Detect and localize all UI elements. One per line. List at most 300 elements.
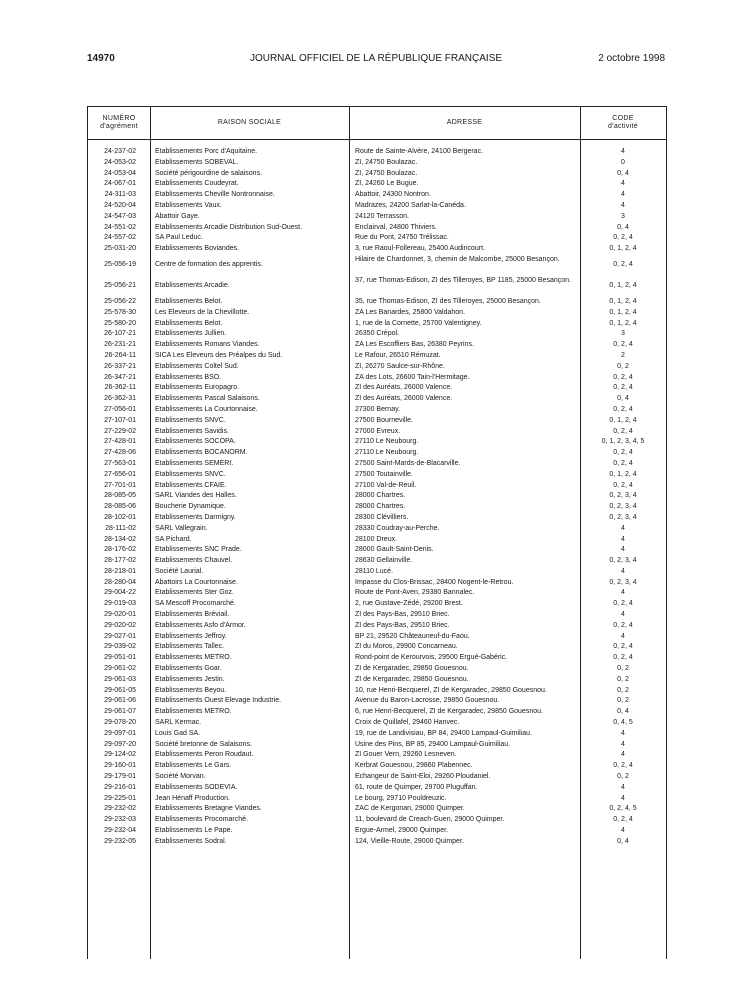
table-row	[88, 675, 666, 686]
raison-sociale: Etablissements Ouest Elevage Industrie.	[155, 697, 282, 705]
raison-sociale: Boucherie Dynamique.	[155, 503, 226, 511]
table-row	[88, 481, 666, 492]
raison-sociale: Etablissements Le Pape.	[155, 827, 233, 835]
raison-sociale: Etablissements Jullien.	[155, 330, 227, 338]
agrement-number: 29-160-01	[104, 762, 136, 770]
table-row	[88, 696, 666, 707]
table-row	[88, 201, 666, 212]
agrement-number: 24-551-02	[104, 223, 136, 231]
header-adresse: ADRESSE	[446, 119, 483, 126]
table-row	[88, 837, 666, 848]
raison-sociale: Etablissements SOCOPA.	[155, 438, 236, 446]
agrement-number: 29-097-01	[104, 729, 136, 737]
code-activite: 4	[621, 567, 625, 575]
agrement-number: 29-020-02	[104, 621, 136, 629]
adresse: 28110 Lucé.	[355, 567, 394, 575]
code-activite: 0, 2, 3, 4	[609, 513, 637, 521]
raison-sociale: Etablissements Procomarché.	[155, 816, 248, 824]
agrement-number: 24-557-02	[104, 234, 136, 242]
code-activite: 0, 2, 3, 4	[609, 557, 637, 565]
agrement-number: 29-061-06	[104, 697, 136, 705]
table-row	[88, 599, 666, 610]
adresse: 28000 Chartres.	[355, 492, 406, 500]
agrement-number: 27-563-01	[104, 459, 136, 467]
agrement-number: 29-232-03	[104, 816, 136, 824]
agrement-number: 29-061-02	[104, 665, 136, 673]
adresse: 27100 Val-de-Reuil.	[355, 481, 417, 489]
code-activite: 0, 2, 4	[613, 762, 633, 770]
code-activite: 0, 2, 4	[613, 373, 633, 381]
adresse: 28630 Gellainville.	[355, 557, 413, 565]
raison-sociale: Etablissements Goar.	[155, 665, 222, 673]
raison-sociale: Etablissements SODEVIA.	[155, 783, 238, 791]
adresse: ZI, 24750 Boulazac.	[355, 169, 418, 177]
adresse: 19, rue de Landivisiau, BP 84, 29400 Lampaul-Guimiliau.	[355, 729, 532, 737]
agrement-number: 29-051-01	[104, 654, 136, 662]
agrement-number: 29-179-01	[104, 773, 136, 781]
raison-sociale: Etablissements BOCANORM.	[155, 449, 248, 457]
table-row	[88, 373, 666, 384]
code-activite: 0, 1, 2, 4	[609, 297, 637, 305]
adresse: ZI des Pays-Bas, 29510 Briec.	[355, 611, 450, 619]
raison-sociale: SARL Vallegrain.	[155, 524, 208, 532]
code-activite: 0	[621, 158, 625, 166]
code-activite: 0, 1, 2, 4	[609, 308, 637, 316]
code-activite: 0, 2, 4	[613, 449, 633, 457]
code-activite: 4	[621, 740, 625, 748]
table-row	[88, 588, 666, 599]
agrement-number: 25-578-30	[104, 308, 136, 316]
code-activite: 0, 2, 4, 5	[609, 805, 637, 813]
adresse: ZI, 26270 Saulce-sur-Rhône.	[355, 362, 445, 370]
code-activite: 0, 1, 2, 4	[609, 319, 637, 327]
agrement-number: 29-078-20	[104, 719, 136, 727]
raison-sociale: SA Pichard.	[155, 535, 192, 543]
code-activite: 0, 1, 2, 4	[609, 245, 637, 253]
raison-sociale: Etablissements Asfo d'Armor.	[155, 621, 246, 629]
journal-title: JOURNAL OFFICIEL DE LA RÉPUBLIQUE FRANÇAISE	[249, 53, 503, 64]
code-activite: 0, 1, 2, 4	[609, 416, 637, 424]
agrement-number: 24-067-01	[104, 180, 136, 188]
code-activite: 0, 2, 4	[613, 341, 633, 349]
table-row	[88, 308, 666, 319]
agrement-number: 29-097-20	[104, 740, 136, 748]
raison-sociale: Etablissements Beyou.	[155, 686, 227, 694]
adresse: ZI des Auréats, 26000 Valence.	[355, 395, 453, 403]
raison-sociale: Etablissements Jestin.	[155, 675, 225, 683]
code-activite: 4	[621, 729, 625, 737]
table-row	[88, 329, 666, 340]
adresse: 28330 Coudray-au-Perche.	[355, 524, 440, 532]
table-row	[88, 416, 666, 427]
agrement-number: 28-218-01	[104, 567, 136, 575]
raison-sociale: Les Eleveurs de la Chevillotte.	[155, 308, 250, 316]
raison-sociale: Etablissements Sodral.	[155, 837, 227, 845]
adresse: Route de Sainte-Alvère, 24100 Bergerac.	[355, 148, 484, 155]
agrement-number: 29-061-03	[104, 675, 136, 683]
table-row	[88, 190, 666, 201]
code-activite: 4	[621, 611, 625, 619]
table-row	[88, 567, 666, 578]
table-row	[88, 610, 666, 621]
agrement-number: 27-428-01	[104, 438, 136, 446]
code-activite: 2	[621, 351, 625, 359]
adresse: Usine des Pins, BP 85, 29400 Lampaul-Guimiliau.	[355, 740, 511, 748]
table-row	[88, 578, 666, 589]
table-row	[88, 535, 666, 546]
table-row	[88, 297, 666, 308]
agrement-number: 28-177-02	[104, 557, 136, 565]
table-row	[88, 772, 666, 783]
agrement-number: 24-520-04	[104, 201, 136, 209]
code-activite: 0, 4	[617, 708, 629, 716]
raison-sociale: Etablissements Cheville Nontronnaise.	[155, 191, 275, 199]
adresse: Le Rafour, 26510 Rémuzat.	[355, 351, 441, 359]
page-header	[87, 53, 665, 67]
table-row	[88, 255, 666, 276]
adresse: ZA Les Escoffiers Bas, 26380 Peyrins.	[355, 341, 474, 349]
code-activite: 0, 4	[617, 223, 629, 231]
raison-sociale: Etablissements BSO.	[155, 373, 222, 381]
agrement-number: 28-085-06	[104, 503, 136, 511]
raison-sociale: Etablissements Coltel Sud.	[155, 362, 239, 370]
agrement-number: 29-061-05	[104, 686, 136, 694]
raison-sociale: Etablissements Vaux.	[155, 201, 222, 209]
code-activite: 0, 1, 2, 4	[609, 281, 637, 289]
code-activite: 0, 2, 4	[613, 816, 633, 824]
raison-sociale: Etablissements SOBEVAL.	[155, 158, 239, 166]
table-row	[88, 437, 666, 448]
agrement-number: 25-056-21	[104, 281, 136, 289]
adresse: 1, rue de la Cornette, 25700 Valentigney.	[355, 319, 482, 327]
raison-sociale: Etablissements Savidis.	[155, 427, 229, 435]
table-row	[88, 524, 666, 535]
adresse: Ergue-Armel, 29000 Quimper.	[355, 827, 448, 835]
adresse: Rue du Pont, 24750 Trélissac.	[355, 234, 449, 242]
adresse: ZAC de Kergonan, 29000 Quimper.	[355, 805, 465, 813]
adresse: BP 21, 29520 Châteauneuf-du-Faou.	[355, 632, 470, 640]
agrement-number: 29-061-07	[104, 708, 136, 716]
table-row	[88, 740, 666, 751]
agrement-number: 29-232-04	[104, 827, 136, 835]
table-row	[88, 632, 666, 643]
raison-sociale: Etablissements METRO.	[155, 708, 232, 716]
table-row	[88, 459, 666, 470]
adresse: 61, route de Quimper, 29700 Pluguffan.	[355, 783, 478, 791]
code-activite: 4	[621, 794, 625, 802]
code-activite: 0, 2, 4	[613, 600, 633, 608]
agrement-number: 26-107-21	[104, 330, 136, 338]
table-row	[88, 491, 666, 502]
raison-sociale: Etablissements Pascal Salaisons.	[155, 395, 260, 403]
agrement-number: 26-337-21	[104, 362, 136, 370]
raison-sociale: Société périgourdine de salaisons.	[155, 169, 263, 177]
adresse: Enclairval, 24800 Thiviers.	[355, 223, 437, 231]
raison-sociale: Etablissements Le Gars.	[155, 762, 232, 770]
table-row	[88, 718, 666, 729]
adresse: 27500 Bourneville.	[355, 416, 413, 424]
code-activite: 0, 4	[617, 837, 629, 845]
code-activite: 0, 2, 4	[613, 654, 633, 662]
table-row	[88, 729, 666, 740]
agrement-number: 24-547-03	[104, 212, 136, 220]
code-activite: 0, 2, 3, 4	[609, 578, 637, 586]
table-row	[88, 470, 666, 481]
table-row	[88, 783, 666, 794]
code-activite: 4	[621, 589, 625, 597]
agrement-number: 29-019-03	[104, 600, 136, 608]
adresse: 3, rue Raoul-Follereau, 25400 Audincourt.	[355, 245, 485, 253]
table-row	[88, 179, 666, 190]
raison-sociale: Etablissements Bretagne Viandes.	[155, 805, 262, 813]
agrement-number: 24-237-02	[104, 148, 136, 155]
code-activite: 0, 2, 3, 4	[609, 492, 637, 500]
adresse: 27500 Saint-Mards-de-Blacarville.	[355, 459, 461, 467]
table-row	[88, 212, 666, 223]
adresse: 26350 Crépol.	[355, 330, 399, 338]
adresse: Abattoir, 24300 Nontron.	[355, 191, 431, 199]
adresse: ZI, 24750 Boulazac.	[355, 158, 418, 166]
raison-sociale: Jean Hénaff Production.	[155, 794, 230, 802]
adresse: 27500 Toutainville.	[355, 470, 413, 478]
table-row	[88, 761, 666, 772]
agrement-number: 29-020-01	[104, 611, 136, 619]
agrement-number: 28-085-05	[104, 492, 136, 500]
raison-sociale: Etablissements Belot.	[155, 297, 223, 305]
agrement-number: 26-347-21	[104, 373, 136, 381]
table-row	[88, 244, 666, 255]
raison-sociale: Société bretonne de Salaisons.	[155, 740, 252, 748]
table-row	[88, 351, 666, 362]
agrement-number: 29-124-02	[104, 751, 136, 759]
adresse: 28000 Chartres.	[355, 503, 406, 511]
raison-sociale: Etablissements SEMERI.	[155, 459, 234, 467]
adresse: ZI des Pays-Bas, 29510 Briec.	[355, 621, 450, 629]
adresse: Kerbrat Gouesnou, 29860 Plabennec.	[355, 762, 473, 770]
table-row	[88, 448, 666, 459]
agrement-number: 26-264-11	[104, 351, 136, 359]
adresse: 37, rue Thomas-Edison, ZI des Tilleroyes, BP 1185, 25000 Besançon.	[355, 276, 571, 284]
code-activite: 0, 2	[617, 362, 629, 370]
code-activite: 0, 4, 5	[613, 719, 633, 727]
table-row	[88, 340, 666, 351]
table-row	[88, 319, 666, 330]
adresse: Hilaire de Chardonnet, 3, chemin de Malcombe, 25000 Besançon.	[355, 255, 560, 263]
table-row	[88, 621, 666, 632]
agrement-number: 24-053-02	[104, 158, 136, 166]
code-activite: 4	[621, 148, 625, 155]
agrement-number: 29-004-22	[104, 589, 136, 597]
raison-sociale: Etablissements Peron Roudaut.	[155, 751, 254, 759]
table-row	[88, 158, 666, 169]
adresse: 11, boulevard de Creach-Guen, 29000 Quimper.	[355, 816, 505, 824]
adresse: ZI de Kergaradec, 29850 Gouesnou.	[355, 675, 469, 683]
code-activite: 0, 2	[617, 675, 629, 683]
adresse: 28100 Dreux.	[355, 535, 398, 543]
code-activite: 4	[621, 546, 625, 554]
agrement-number: 25-056-22	[104, 297, 136, 305]
header-numero: NUMÉRO d'agrément	[100, 115, 138, 130]
code-activite: 4	[621, 751, 625, 759]
agrement-number: 27-428-06	[104, 449, 136, 457]
table-row	[88, 545, 666, 556]
adresse: 2, rue Gustave-Zédé, 29200 Brest.	[355, 600, 463, 608]
raison-sociale: Etablissements Jeffroy.	[155, 632, 227, 640]
table-row	[88, 405, 666, 416]
table-row	[88, 169, 666, 180]
adresse: Impasse du Clos-Brissac, 28400 Nogent-le-Retrou.	[355, 578, 514, 586]
code-activite: 0, 2, 4	[613, 405, 633, 413]
raison-sociale: Etablissements CFAIE.	[155, 481, 227, 489]
code-activite: 0, 2, 4	[613, 481, 633, 489]
agrement-number: 29-039-02	[104, 643, 136, 651]
agrement-number: 26-231-21	[104, 341, 136, 349]
raison-sociale: Etablissements Romans Viandes.	[155, 341, 260, 349]
raison-sociale: SA Paul Leduc.	[155, 234, 203, 242]
adresse: ZA Les Banardes, 25800 Valdahon.	[355, 308, 466, 316]
agrement-number: 28-111-02	[105, 524, 136, 532]
adresse: Echangeur de Saint-Eloi, 29260 Ploudaniel.	[355, 773, 491, 781]
agrement-number: 27-701-01	[104, 481, 136, 489]
agrement-number: 24-053-04	[104, 169, 136, 177]
agrement-table	[87, 106, 667, 959]
agrement-number: 29-216-01	[104, 783, 136, 791]
agrement-number: 27-229-02	[104, 427, 136, 435]
table-row	[88, 147, 666, 158]
code-activite: 0, 4	[617, 169, 629, 177]
table-row	[88, 707, 666, 718]
agrement-number: 26-362-11	[104, 384, 136, 392]
raison-sociale: Société Laurial.	[155, 567, 204, 575]
agrement-number: 25-580-20	[104, 319, 136, 327]
page-number: 14970	[87, 53, 115, 64]
raison-sociale: Abattoirs La Courtonnaise.	[155, 578, 238, 586]
header-code: CODE d'activité	[607, 115, 638, 130]
adresse: Croix de Quillafel, 29460 Hanvec.	[355, 719, 460, 727]
raison-sociale: Etablissements Arcadie Distribution Sud-Ouest.	[155, 223, 303, 231]
adresse: 6, rue Henri-Becquerel, ZI de Kergaradec, 29850 Gouesnou.	[355, 708, 543, 716]
raison-sociale: Etablissements Coudeyrat.	[155, 180, 239, 188]
code-activite: 0, 2	[617, 665, 629, 673]
table-row	[88, 502, 666, 513]
code-activite: 0, 2, 4	[613, 260, 633, 268]
code-activite: 0, 2	[617, 686, 629, 694]
table-row	[88, 362, 666, 373]
raison-sociale: Etablissements Belot.	[155, 319, 223, 327]
adresse: 10, rue Henri-Becquerel, ZI de Kergaradec, 29850 Gouesnou.	[355, 686, 547, 694]
code-activite: 4	[621, 191, 625, 199]
adresse: ZI de Kergaradec, 29850 Gouesnou.	[355, 665, 469, 673]
code-activite: 0, 2, 4	[613, 621, 633, 629]
code-activite: 0, 1, 2, 4	[609, 470, 637, 478]
adresse: 124, Vieille-Route, 29000 Quimper.	[355, 837, 464, 845]
table-row	[88, 394, 666, 405]
raison-sociale: Etablissements Darmigny.	[155, 513, 236, 521]
code-activite: 0, 2, 4	[613, 643, 633, 651]
table-row	[88, 664, 666, 675]
agrement-number: 29-225-01	[104, 794, 136, 802]
agrement-number: 26-362-31	[104, 395, 136, 403]
code-activite: 0, 2, 4	[613, 459, 633, 467]
code-activite: 3	[621, 212, 625, 220]
code-activite: 3	[621, 330, 625, 338]
code-activite: 4	[621, 180, 625, 188]
code-activite: 0, 2, 3, 4	[609, 503, 637, 511]
table-row	[88, 804, 666, 815]
adresse: ZA des Lots, 26600 Tain-l'Hermitage.	[355, 373, 470, 381]
agrement-number: 28-102-01	[104, 513, 136, 521]
agrement-number: 28-134-02	[104, 535, 136, 543]
code-activite: 0, 2	[617, 773, 629, 781]
raison-sociale: Etablissements SNVC.	[155, 470, 226, 478]
adresse: 27110 Le Neubourg.	[355, 449, 419, 457]
raison-sociale: SA Mescoff Procomarché.	[155, 600, 236, 608]
code-activite: 4	[621, 783, 625, 791]
adresse: ZI du Moros, 29900 Concarneau.	[355, 643, 458, 651]
adresse: 27000 Evreux.	[355, 427, 401, 435]
raison-sociale: Etablissements Chauvel.	[155, 557, 233, 565]
table-row	[88, 233, 666, 244]
code-activite: 0, 4	[617, 395, 629, 403]
raison-sociale: Louis Gad SA.	[155, 729, 201, 737]
table-row	[88, 427, 666, 438]
table-header	[88, 107, 666, 140]
agrement-number: 25-031-20	[104, 245, 136, 253]
code-activite: 0, 2, 4	[613, 427, 633, 435]
code-activite: 4	[621, 524, 625, 532]
table-row	[88, 686, 666, 697]
adresse: Rond-point de Kerourvois, 29500 Ergué-Gabéric.	[355, 654, 508, 662]
agrement-number: 24-311-03	[104, 191, 136, 199]
table-row	[88, 513, 666, 524]
code-activite: 4	[621, 827, 625, 835]
raison-sociale: Etablissements Porc d'Aquitaine.	[155, 148, 258, 155]
agrement-number: 28-176-02	[104, 546, 136, 554]
raison-sociale: SICA Les Eleveurs des Préalpes du Sud.	[155, 351, 283, 359]
raison-sociale: Etablissements La Courtonnaise.	[155, 405, 258, 413]
code-activite: 4	[621, 201, 625, 209]
table-row	[88, 815, 666, 826]
agrement-number: 29-232-02	[104, 805, 136, 813]
table-row	[88, 750, 666, 761]
raison-sociale: Etablissements SNC Prade.	[155, 546, 242, 554]
raison-sociale: Société Morvan.	[155, 773, 206, 781]
code-activite: 0, 2, 4	[613, 384, 633, 392]
header-raison-sociale: RAISON SOCIALE	[217, 119, 282, 126]
agrement-number: 27-656-01	[104, 470, 136, 478]
agrement-number: 29-232-05	[104, 837, 136, 845]
table-row	[88, 794, 666, 805]
table-row	[88, 276, 666, 297]
table-row	[88, 383, 666, 394]
agrement-number: 28-280-04	[104, 578, 136, 586]
raison-sociale: Etablissements Bréviail.	[155, 611, 230, 619]
adresse: Avenue du Baron-Lacrosse, 29850 Gouesnou.	[355, 697, 500, 705]
raison-sociale: Etablissements Tallec.	[155, 643, 225, 651]
table-row	[88, 223, 666, 234]
raison-sociale: SARL Kermac.	[155, 719, 202, 727]
raison-sociale: Etablissements Ster Goz.	[155, 589, 234, 597]
raison-sociale: Centre de formation des apprentis.	[155, 260, 263, 268]
table-row	[88, 556, 666, 567]
raison-sociale: Etablissements METRO.	[155, 654, 232, 662]
code-activite: 0, 1, 2, 3, 4, 5	[601, 438, 645, 446]
adresse: 35, rue Thomas-Edison, ZI des Tilleroyes, 25000 Besançon.	[355, 297, 541, 305]
code-activite: 0, 2, 4	[613, 234, 633, 242]
adresse: Madrazes, 24200 Sarlat-la-Canéda.	[355, 201, 466, 209]
adresse: ZI, 24260 Le Bugue.	[355, 180, 419, 188]
table-row	[88, 826, 666, 837]
